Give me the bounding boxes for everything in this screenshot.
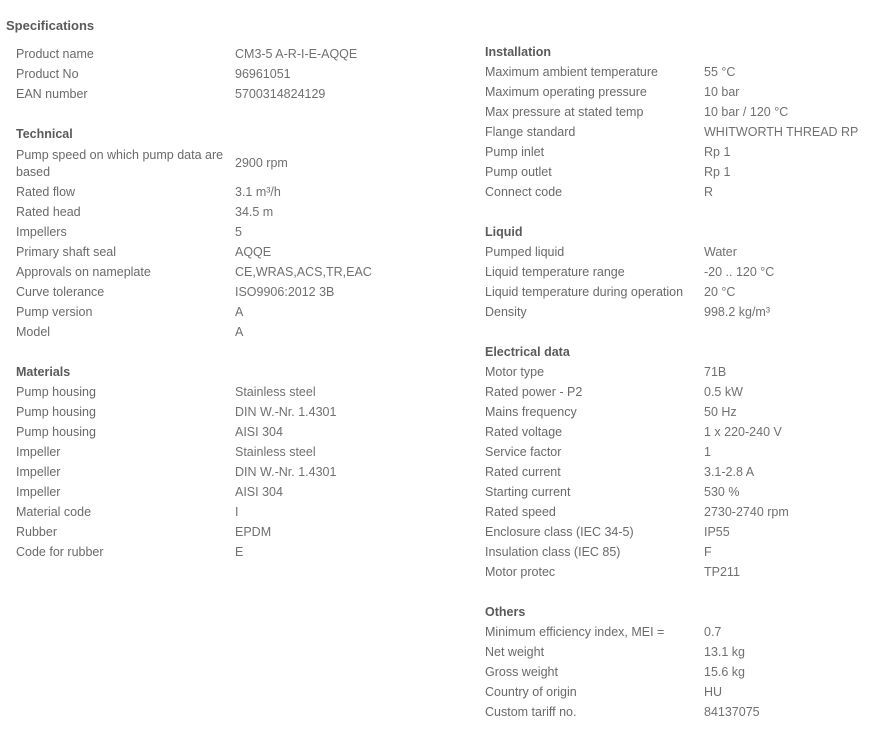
spec-row <box>485 62 875 82</box>
spec-label: Impeller <box>16 445 61 459</box>
spec-value: WHITWORTH THREAD RP <box>704 125 859 139</box>
spec-value: 3.1-2.8 A <box>704 465 755 479</box>
spec-value: -20 .. 120 °C <box>704 265 775 279</box>
spec-label: Custom tariff no. <box>485 705 577 719</box>
spec-label: Liquid temperature range <box>485 265 625 279</box>
spec-label: Maximum operating pressure <box>485 85 647 99</box>
spec-label: Starting current <box>485 485 571 499</box>
spec-value: DIN W.-Nr. 1.4301 <box>235 465 337 479</box>
spec-row <box>485 622 875 642</box>
spec-label: Liquid temperature during operation <box>485 285 684 299</box>
spec-label: Pumped liquid <box>485 245 565 259</box>
spec-label: Enclosure class (IEC 34-5) <box>485 525 634 539</box>
spec-label: Mains frequency <box>485 405 577 419</box>
spec-row <box>485 542 875 562</box>
spec-label: Impeller <box>16 485 61 499</box>
spec-row <box>485 682 875 702</box>
spec-label: Pump outlet <box>485 165 552 179</box>
spec-row <box>485 442 875 462</box>
spec-row <box>16 144 456 182</box>
section-heading-others: Others <box>485 605 526 619</box>
spec-value: AQQE <box>235 245 272 259</box>
spec-label: Material code <box>16 505 92 519</box>
spec-row <box>485 502 875 522</box>
spec-label: Impellers <box>16 225 67 239</box>
section-technical <box>16 124 456 342</box>
spec-value: 5 <box>235 225 242 239</box>
spec-label: EAN number <box>16 87 88 101</box>
spec-row <box>16 402 456 422</box>
section-others <box>485 602 875 722</box>
spec-label: Motor type <box>485 365 545 379</box>
spec-row <box>485 482 875 502</box>
spec-label: Pump housing <box>16 425 96 439</box>
spec-row <box>485 282 875 302</box>
spec-label: Insulation class (IEC 85) <box>485 545 621 559</box>
spec-label: Pump inlet <box>485 145 545 159</box>
spec-row <box>16 262 456 282</box>
spec-value: AISI 304 <box>235 485 283 499</box>
spec-value: 84137075 <box>704 705 760 719</box>
section-heading-liquid: Liquid <box>485 225 523 239</box>
spec-value: CM3-5 A-R-I-E-AQQE <box>235 47 358 61</box>
spec-label: Model <box>16 325 51 339</box>
spec-value: R <box>704 185 714 199</box>
spec-label: Density <box>485 305 527 319</box>
spec-value: 20 °C <box>704 285 736 299</box>
spec-value: 13.1 kg <box>704 645 746 659</box>
spec-row <box>16 182 456 202</box>
spec-value: CE,WRAS,ACS,TR,EAC <box>235 265 372 279</box>
spec-value: Water <box>704 245 737 259</box>
spec-row <box>485 182 875 202</box>
spec-label: Max pressure at stated temp <box>485 105 644 119</box>
spec-row <box>485 422 875 442</box>
spec-row <box>485 162 875 182</box>
spec-row <box>16 522 456 542</box>
spec-value: TP211 <box>704 565 740 579</box>
spec-label: Minimum efficiency index, MEI = <box>485 625 665 639</box>
spec-row <box>16 64 456 84</box>
spec-row <box>485 642 875 662</box>
spec-value: 15.6 kg <box>704 665 746 679</box>
spec-value: 2730-2740 rpm <box>704 505 789 519</box>
spec-value: A <box>235 325 244 339</box>
spec-row <box>485 302 875 322</box>
spec-value: 71B <box>704 365 727 379</box>
spec-label: Rated flow <box>16 185 76 199</box>
spec-label: Pump version <box>16 305 93 319</box>
spec-label: Primary shaft seal <box>16 245 117 259</box>
spec-value: 55 °C <box>704 65 736 79</box>
spec-row <box>485 522 875 542</box>
spec-row <box>485 362 875 382</box>
spec-row <box>16 222 456 242</box>
spec-row <box>16 442 456 462</box>
spec-label: Product name <box>16 47 94 61</box>
section-heading-electrical-data: Electrical data <box>485 345 570 359</box>
spec-row <box>16 542 456 562</box>
spec-value: AISI 304 <box>235 425 283 439</box>
spec-value: 998.2 kg/m³ <box>704 305 771 319</box>
spec-value: Stainless steel <box>235 445 316 459</box>
section-installation <box>485 42 875 202</box>
spec-label: Rated voltage <box>485 425 563 439</box>
spec-row <box>485 402 875 422</box>
spec-row <box>485 662 875 682</box>
section-heading-materials: Materials <box>16 365 71 379</box>
spec-value: 10 bar <box>704 85 740 99</box>
spec-row <box>485 382 875 402</box>
spec-label: Pump housing <box>16 405 96 419</box>
spec-row <box>485 142 875 162</box>
section-materials <box>16 362 456 562</box>
spec-value: 1 <box>704 445 711 459</box>
spec-row <box>485 102 875 122</box>
spec-value: 34.5 m <box>235 205 274 219</box>
spec-row <box>485 702 875 722</box>
spec-row <box>16 202 456 222</box>
spec-value: 96961051 <box>235 67 291 81</box>
spec-label: Rated current <box>485 465 561 479</box>
spec-row <box>16 382 456 402</box>
spec-label: Service factor <box>485 445 562 459</box>
spec-value: HU <box>704 685 723 699</box>
spec-label: Country of origin <box>485 685 577 699</box>
spec-row <box>16 84 456 104</box>
spec-label: Maximum ambient temperature <box>485 65 658 79</box>
spec-label: Approvals on nameplate <box>16 265 151 279</box>
spec-label: Connect code <box>485 185 563 199</box>
section-general <box>16 44 456 104</box>
spec-value: ISO9906:2012 3B <box>235 285 335 299</box>
spec-value: 0.7 <box>704 625 722 639</box>
spec-row <box>485 242 875 262</box>
spec-value: 10 bar / 120 °C <box>704 105 789 119</box>
section-liquid <box>485 222 875 322</box>
spec-row <box>16 282 456 302</box>
spec-row <box>485 462 875 482</box>
spec-row <box>16 502 456 522</box>
spec-value: 5700314824129 <box>235 87 326 101</box>
spec-value: 2900 rpm <box>235 156 288 170</box>
spec-row <box>16 482 456 502</box>
spec-row <box>485 262 875 282</box>
spec-value: 3.1 m³/h <box>235 185 281 199</box>
section-heading-technical: Technical <box>16 127 73 141</box>
spec-label: Rubber <box>16 525 57 539</box>
spec-value: A <box>235 305 244 319</box>
spec-row <box>16 302 456 322</box>
page-title: Specifications <box>6 18 95 33</box>
spec-row <box>16 44 456 64</box>
spec-row <box>16 462 456 482</box>
spec-label: Flange standard <box>485 125 576 139</box>
spec-value: E <box>235 545 244 559</box>
spec-label: Rated power - P2 <box>485 385 583 399</box>
spec-value: EPDM <box>235 525 272 539</box>
spec-label: Product No <box>16 67 79 81</box>
spec-row <box>16 422 456 442</box>
spec-label: Net weight <box>485 645 545 659</box>
spec-label: Curve tolerance <box>16 285 105 299</box>
spec-value: 1 x 220-240 V <box>704 425 782 439</box>
spec-value: F <box>704 545 712 559</box>
spec-value: 530 % <box>704 485 740 499</box>
spec-row <box>16 242 456 262</box>
section-electrical-data <box>485 342 875 582</box>
spec-value: I <box>235 505 239 519</box>
spec-label: Pump housing <box>16 385 96 399</box>
spec-value: 0.5 kW <box>704 385 743 399</box>
spec-row <box>485 122 875 142</box>
spec-value: Rp 1 <box>704 165 731 179</box>
spec-label: Pump speed on which pump data are based <box>16 147 224 179</box>
spec-row <box>16 322 456 342</box>
spec-row <box>485 562 875 582</box>
spec-value: DIN W.-Nr. 1.4301 <box>235 405 337 419</box>
spec-value: 50 Hz <box>704 405 737 419</box>
spec-label: Gross weight <box>485 665 558 679</box>
spec-row <box>485 82 875 102</box>
spec-value: IP55 <box>704 525 730 539</box>
spec-value: Stainless steel <box>235 385 316 399</box>
spec-value: Rp 1 <box>704 145 731 159</box>
spec-label: Rated head <box>16 205 81 219</box>
spec-label: Impeller <box>16 465 61 479</box>
spec-label: Code for rubber <box>16 545 104 559</box>
spec-label: Motor protec <box>485 565 556 579</box>
spec-label: Rated speed <box>485 505 556 519</box>
section-heading-installation: Installation <box>485 45 551 59</box>
